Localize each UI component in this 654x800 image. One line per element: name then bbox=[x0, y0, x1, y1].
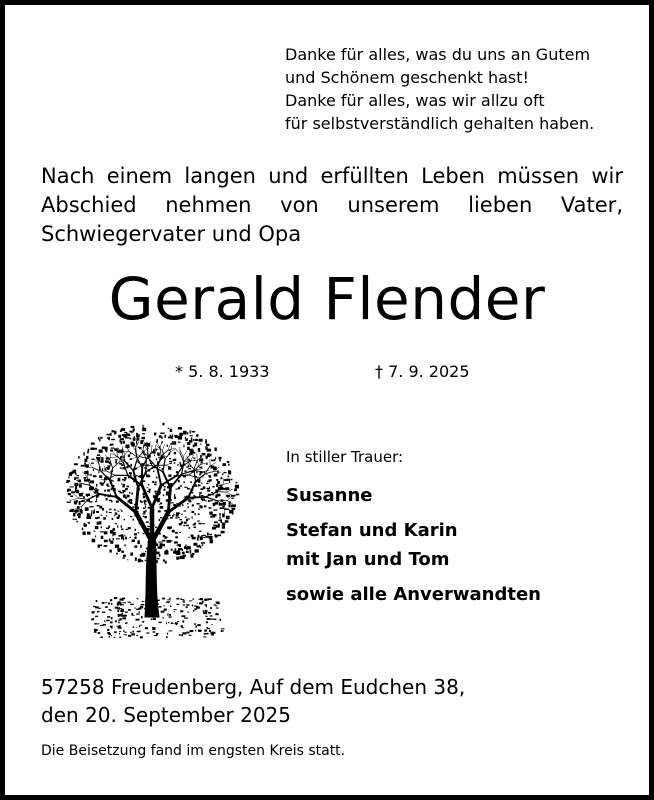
family-member: sowie alle Anverwandten bbox=[286, 584, 541, 605]
poem-block bbox=[285, 43, 594, 135]
mourning-label: In stiller Trauer: bbox=[286, 448, 404, 466]
intro-line: Abschied nehmen von unserem lieben Vater, bbox=[41, 193, 623, 217]
address-block bbox=[41, 673, 465, 729]
intro-text bbox=[41, 162, 623, 249]
poem-line: und Schönem geschenkt hast! bbox=[285, 68, 529, 87]
deceased-name: Gerald Flender bbox=[108, 265, 546, 333]
address-line: den 20. September 2025 bbox=[41, 703, 291, 727]
poem-line: Danke für alles, was wir allzu oft bbox=[285, 91, 545, 110]
intro-line: Nach einem langen und erfüllten Leben müssen wir bbox=[41, 164, 623, 188]
birth-date: * 5. 8. 1933 bbox=[175, 362, 270, 381]
death-date: † 7. 9. 2025 bbox=[375, 362, 470, 381]
intro-line: Schwiegervater und Opa bbox=[41, 222, 302, 246]
family-member: mit Jan und Tom bbox=[286, 549, 450, 570]
family-member: Stefan und Karin bbox=[286, 520, 458, 541]
address-line: 57258 Freudenberg, Auf dem Eudchen 38, bbox=[41, 675, 466, 699]
funeral-note: Die Beisetzung fand im engsten Kreis statt. bbox=[41, 743, 346, 759]
poem-line: Danke für alles, was du uns an Gutem bbox=[285, 45, 591, 64]
family-list bbox=[286, 481, 541, 609]
family-member: Susanne bbox=[286, 485, 373, 506]
tree-icon bbox=[61, 417, 241, 645]
poem-line: für selbstverständlich gehalten haben. bbox=[285, 114, 595, 133]
